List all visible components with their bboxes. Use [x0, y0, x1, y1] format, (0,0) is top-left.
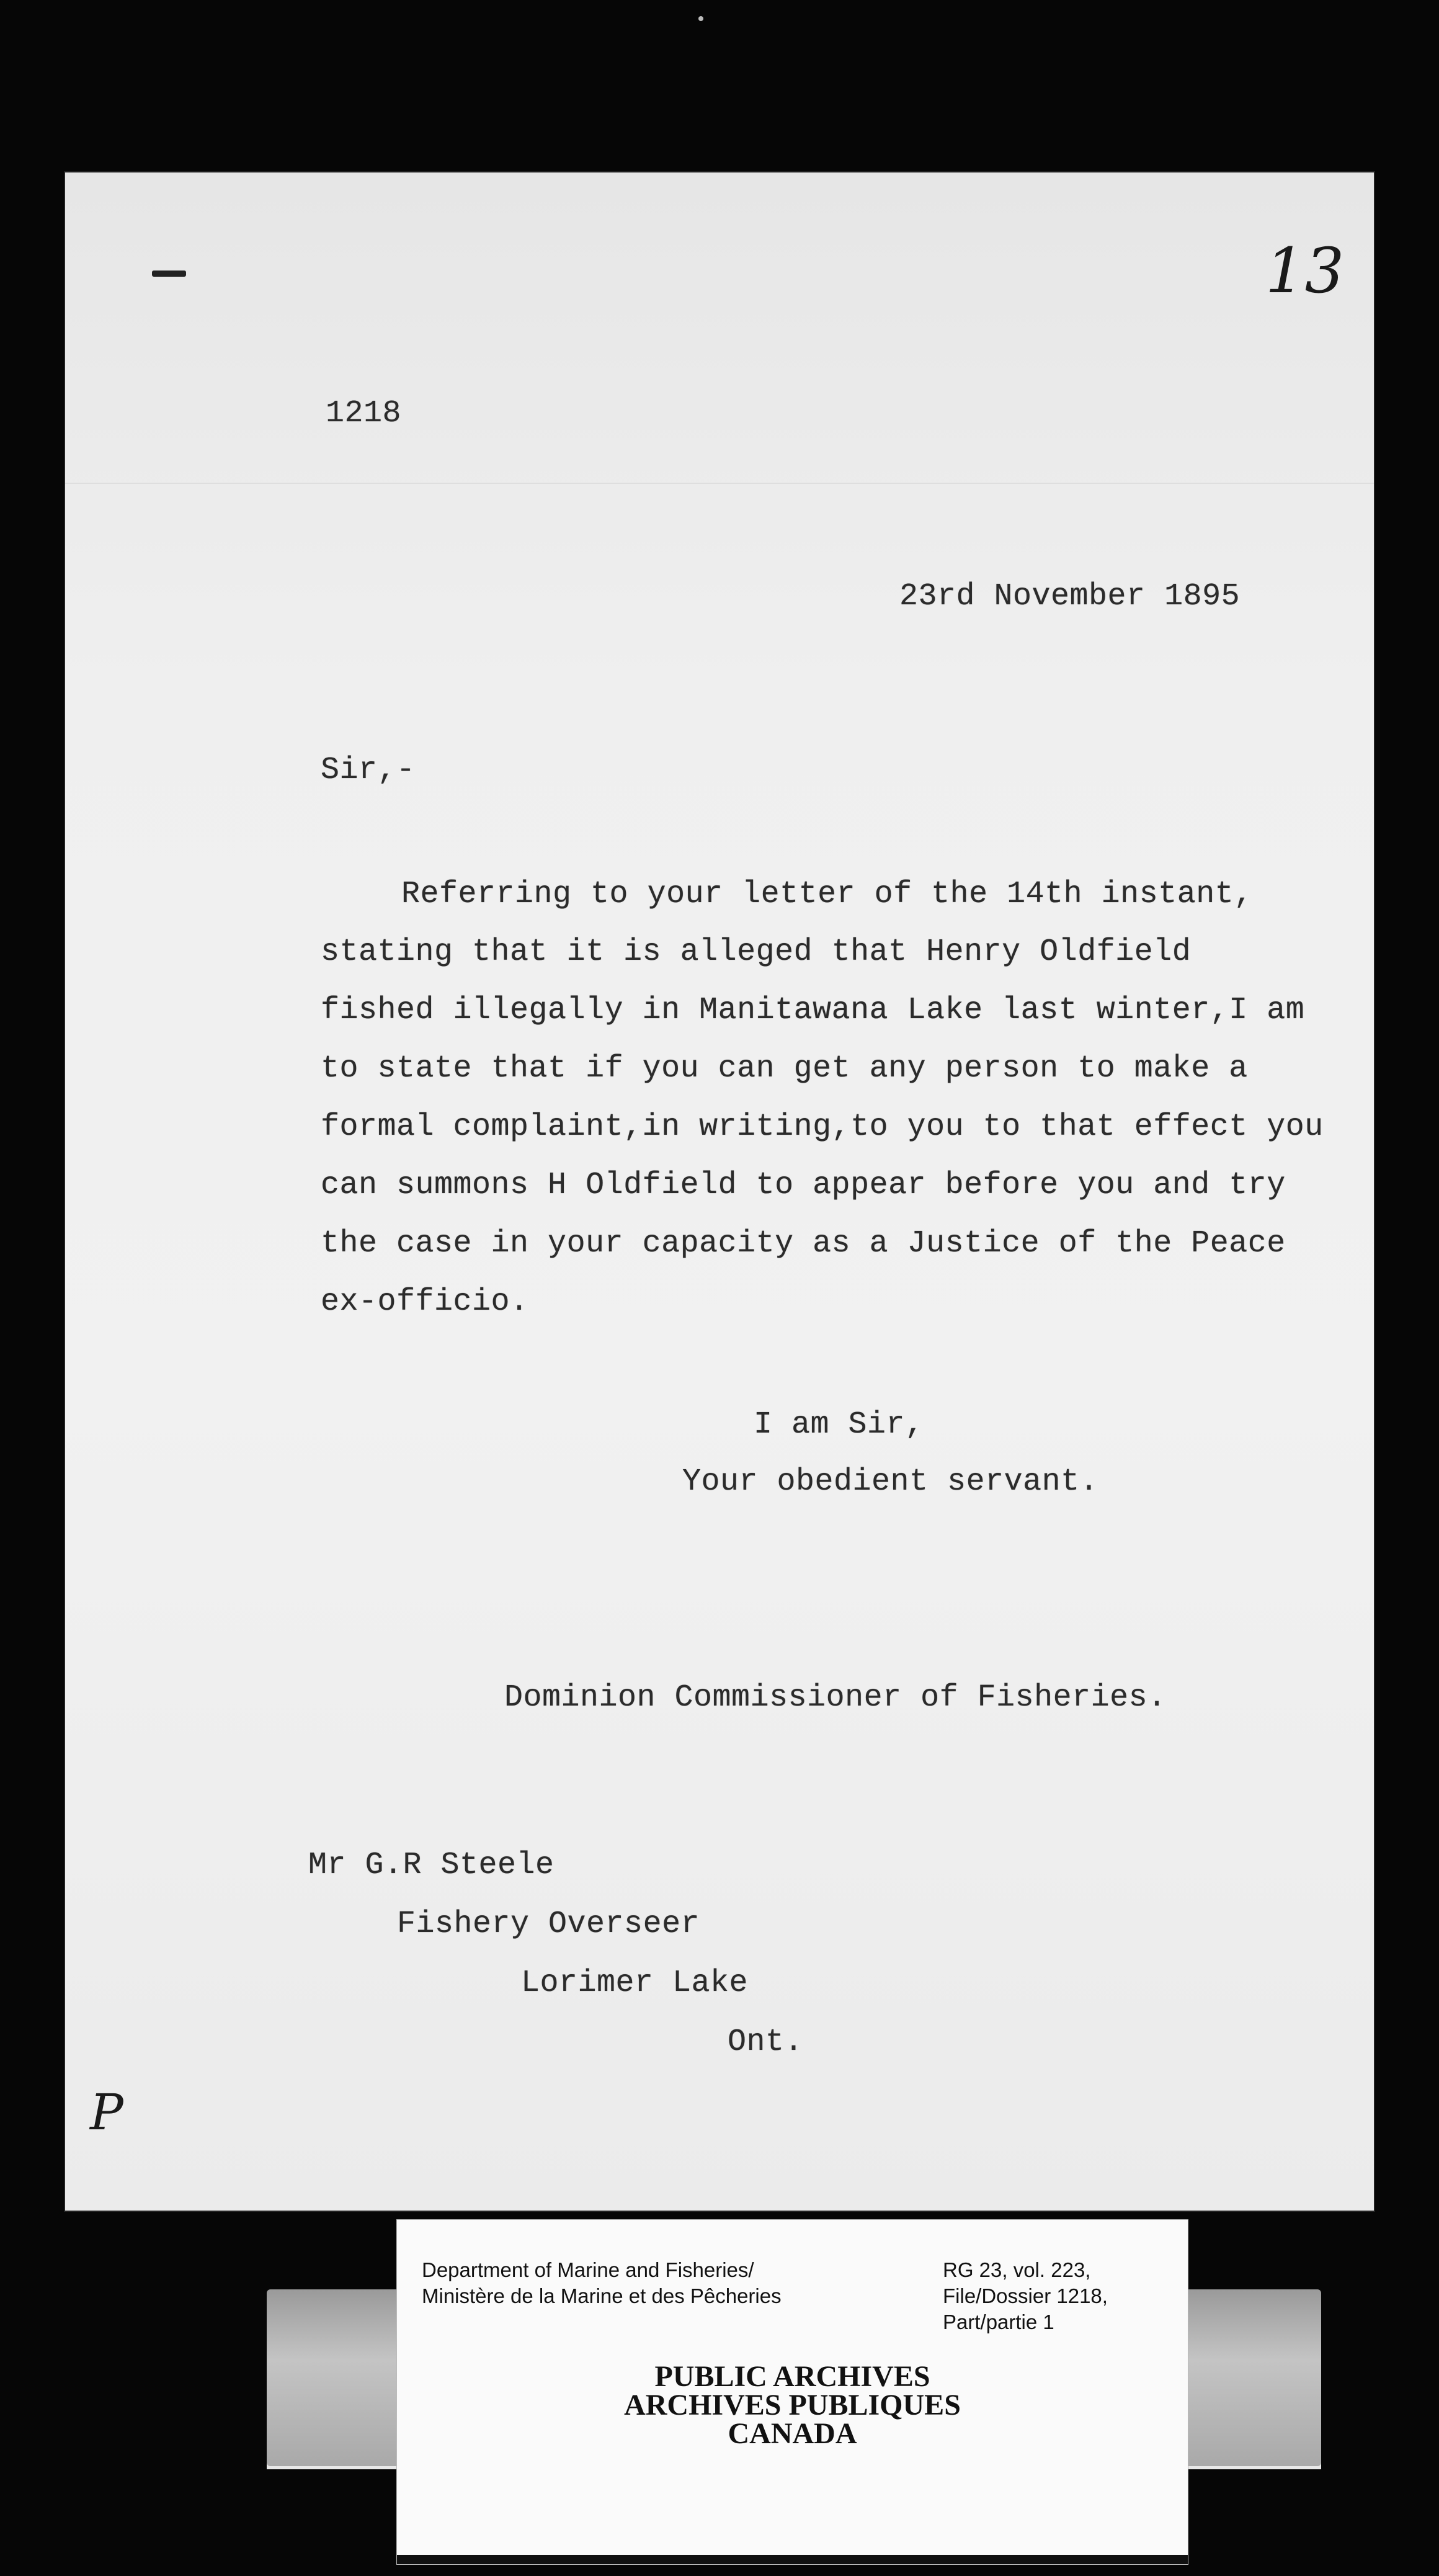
- salutation: Sir,-: [321, 753, 416, 788]
- archives-fr: ARCHIVES PUBLIQUES: [624, 2389, 961, 2422]
- archives-stamp: [397, 2360, 1188, 2450]
- page-number-mark: 13: [1265, 235, 1345, 307]
- reference-line: RG 23, vol. 223,: [943, 2258, 1091, 2281]
- signature-title: Dominion Commissioner of Fisheries.: [504, 1680, 1167, 1715]
- body-line: formal complaint,in writing,to you to that effect you: [321, 1109, 1324, 1145]
- address-line: Ont.: [728, 2024, 804, 2060]
- margin-dash-mark: [152, 271, 186, 277]
- reference-line: File/Dossier 1218,: [943, 2284, 1108, 2307]
- reference-line: Part/partie 1: [943, 2310, 1054, 2333]
- address-line: Lorimer Lake: [521, 1966, 749, 2001]
- closing-line: I am Sir,: [754, 1407, 924, 1442]
- body-line: fished illegally in Manitawana Lake last winter,I am: [321, 993, 1305, 1028]
- scan-speck: [698, 16, 703, 21]
- body-line: stating that it is alleged that Henry Oldfield: [321, 934, 1192, 970]
- department-en: Department of Marine and Fisheries/: [422, 2258, 754, 2281]
- body-line: can summons H Oldfield to appear before you and try: [321, 1168, 1286, 1203]
- file-number: 1218: [326, 396, 402, 431]
- letter-date: 23rd November 1895: [899, 579, 1241, 614]
- body-line: the case in your capacity as a Justice of the Peace: [321, 1226, 1286, 1261]
- archive-label: [397, 2220, 1188, 2564]
- department-fr: Ministère de la Marine et des Pêcheries: [422, 2284, 782, 2307]
- archives-en: PUBLIC ARCHIVES: [654, 2360, 930, 2393]
- address-line: Fishery Overseer: [397, 1907, 700, 1942]
- letter-page: [65, 172, 1374, 2211]
- body-line: to state that if you can get any person to make a: [321, 1051, 1248, 1086]
- archives-country: CANADA: [728, 2417, 857, 2450]
- archive-reference: [943, 2257, 1108, 2335]
- department-names: [422, 2257, 782, 2309]
- address-line: Mr G.R Steele: [308, 1848, 555, 1883]
- label-bottom-border: [397, 2555, 1188, 2564]
- closing-line: Your obedient servant.: [682, 1464, 1099, 1500]
- tape-right: [1166, 2289, 1321, 2466]
- body-line: ex-officio.: [321, 1284, 529, 1320]
- body-line: Referring to your letter of the 14th instant,: [401, 877, 1253, 912]
- margin-pencil-mark: P: [90, 2083, 123, 2141]
